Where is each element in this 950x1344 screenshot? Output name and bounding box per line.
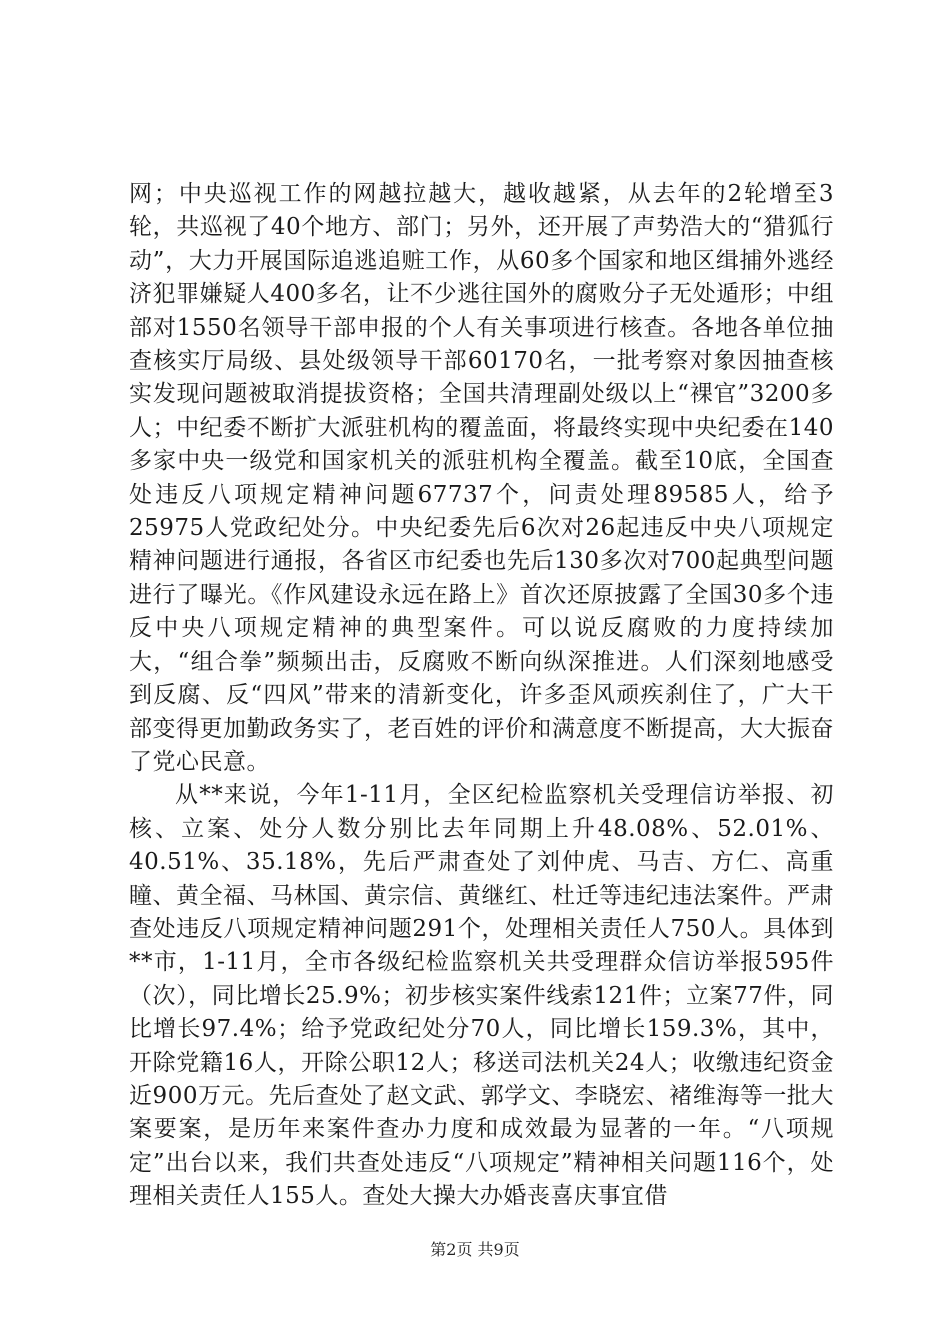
page-footer: 第2页 共9页 xyxy=(430,1240,520,1259)
paragraph-local-statistics: 从**来说，今年1-11月，全区纪检监察机关受理信访举报、初核、立案、处分人数分别比去年同期上升48.08%、52.01%、40.51%、35.18%，先后严肃查处了刘仲虎、马吉、方仁、高重瞳、黄全福、马林国、黄宗信、黄继红、杜迁等违纪违法案件。严肃查处违反八项规定精神问题291个，处理相关责任人750人。具体到**市，1-11月，全市各级纪检监察机关共受理群众信访举报595件（次），同比增长25.9%；初步核实案件线索121件；立案77件，同比增长97.4%；给予党政纪处分70人，同比增长159.3%，其中，开除党籍16人，开除公职12人；移送司法机关24人；收缴违纪资金近900万元。先后查处了赵文武、郭学文、李晓宏、褚维海等一批大案要案，是历年来案件查办力度和成效最为显著的一年。“八项规定”出台以来，我们共查处违反“八项规定”精神相关问题116个，处理相关责任人155人。查处大操大办婚丧喜庆事宜借 xyxy=(129,782,834,1210)
paragraph-continuation: 网；中央巡视工作的网越拉越大，越收越紧，从去年的2轮增至3轮，共巡视了40个地方、部门；另外，还开展了声势浩大的“猎狐行动”，大力开展国际追逃追赃工作，从60多个国家和地区缉捕外逃经济犯罪嫌疑人400多名，让不少逃往国外的腐败分子无处遁形；中组部对1550名领导干部申报的个人有关事项进行核查。各地各单位抽查核实厅局级、县处级领导干部60170名，一批考察对象因抽查核实发现问题被取消提拔资格；全国共清理副处级以上“裸官”3200多人；中纪委不断扩大派驻机构的覆盖面，将最终实现中央纪委在140多家中央一级党和国家机关的派驻机构全覆盖。截至10底，全国查处违反八项规定精神问题67737个，问责处理89585人，给予25975人党政纪处分。中央纪委先后6次对26起违反中央八项规定精神问题进行通报，各省区市纪委也先后130多次对700起典型问题进行了曝光。《作风建设永远在路上》首次还原披露了全国30多个违反中央八项规定精神的典型案件。可以说反腐败的力度持续加大，“组合拳”频频出击，反腐败不断向纵深推进。人们深刻地感受到反腐、反“四风”带来的清新变化，许多歪风顽疾刹住了，广大干部变得更加勤政务实了，老百姓的评价和满意度不断提高，大大振奋了党心民意。 xyxy=(129,181,834,775)
document-body xyxy=(129,178,834,1214)
